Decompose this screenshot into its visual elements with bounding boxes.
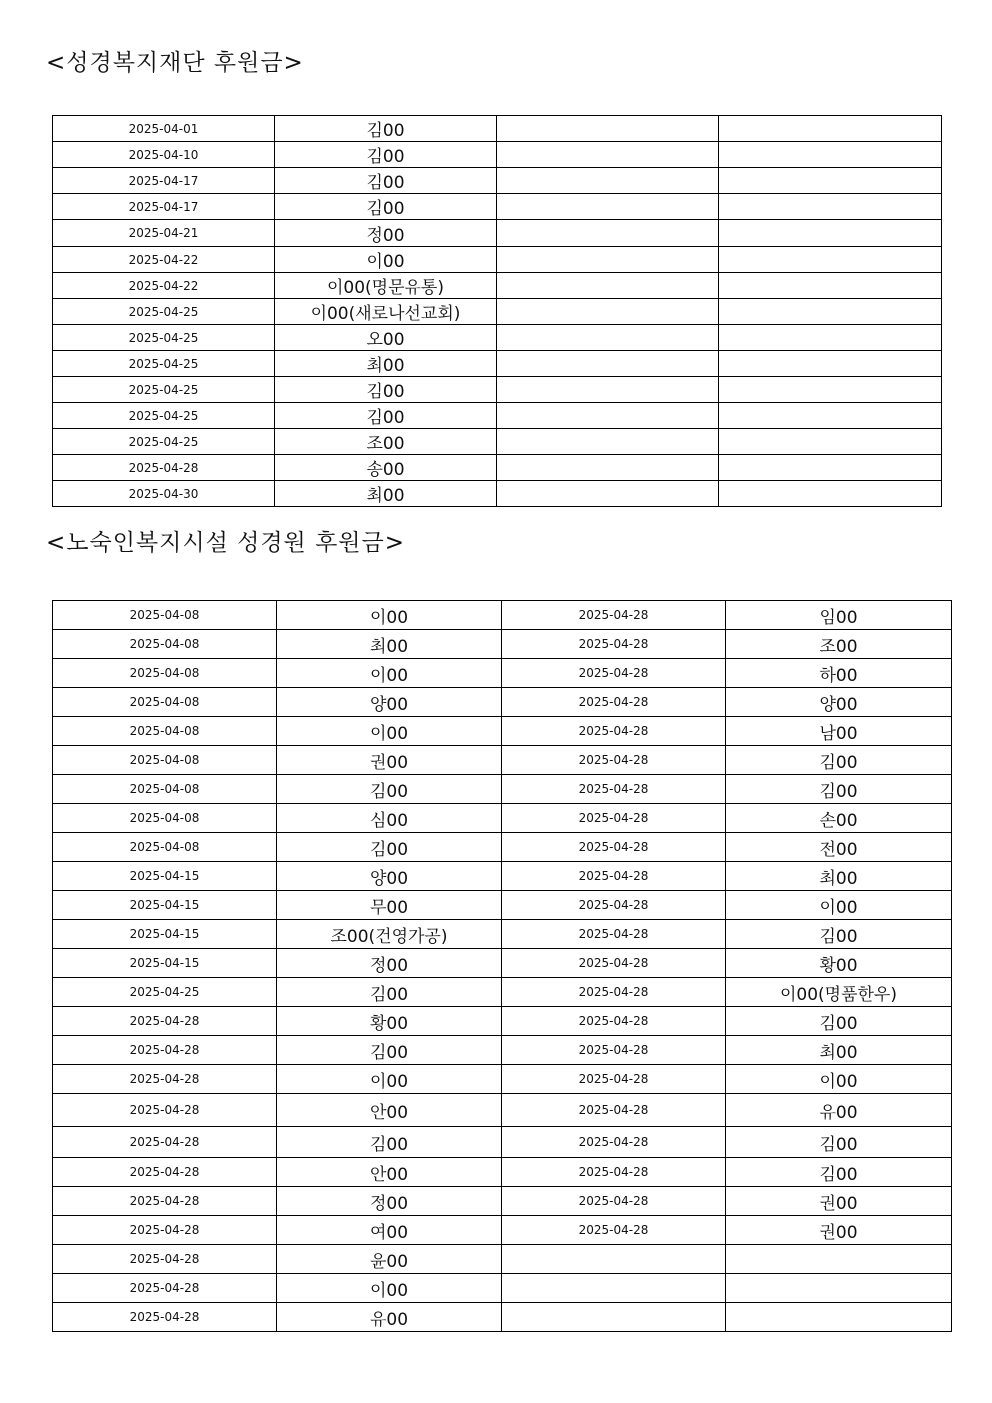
table-row: [53, 717, 952, 746]
donor-cell: [719, 325, 942, 351]
donor-cell: 조00(건영가공): [277, 920, 502, 949]
table-row: [53, 429, 942, 455]
donor-cell: 권00: [277, 746, 502, 775]
date-cell: 2025-04-28: [502, 1158, 726, 1187]
donor-cell: [719, 403, 942, 429]
donor-cell: 김00: [275, 403, 497, 429]
donor-cell: [726, 1274, 952, 1303]
date-cell: 2025-04-25: [53, 299, 275, 325]
date-cell: 2025-04-28: [502, 659, 726, 688]
table-row: [53, 1158, 952, 1187]
date-cell: 2025-04-17: [53, 194, 275, 220]
table-row: [53, 833, 952, 862]
donor-cell: 유00: [726, 1094, 952, 1127]
date-cell: 2025-04-17: [53, 168, 275, 194]
date-cell: [497, 403, 719, 429]
donor-cell: 이00: [277, 1065, 502, 1094]
donor-cell: 김00: [726, 1127, 952, 1158]
shelter-donation-table: [52, 600, 952, 1332]
date-cell: 2025-04-08: [53, 833, 277, 862]
table-row: [53, 862, 952, 891]
donor-cell: 김00: [275, 116, 497, 142]
date-cell: 2025-04-28: [502, 630, 726, 659]
donor-cell: 정00: [277, 949, 502, 978]
donor-cell: 최00: [275, 351, 497, 377]
date-cell: 2025-04-28: [53, 1007, 277, 1036]
donor-cell: 김00: [726, 1007, 952, 1036]
date-cell: 2025-04-28: [502, 775, 726, 804]
table-row: [53, 920, 952, 949]
date-cell: 2025-04-28: [53, 1036, 277, 1065]
donor-cell: 남00: [726, 717, 952, 746]
donor-cell: 김00: [275, 377, 497, 403]
date-cell: 2025-04-28: [502, 1187, 726, 1216]
table-row: [53, 688, 952, 717]
table-row: [53, 601, 952, 630]
donor-cell: 김00: [275, 194, 497, 220]
donor-cell: [719, 481, 942, 507]
date-cell: 2025-04-28: [502, 1065, 726, 1094]
donor-cell: 윤00: [277, 1245, 502, 1274]
donor-cell: 여00: [277, 1216, 502, 1245]
foundation-donation-table: [52, 115, 942, 507]
donor-cell: 조00: [275, 429, 497, 455]
date-cell: 2025-04-08: [53, 746, 277, 775]
table-row: [53, 325, 942, 351]
table-row: [53, 978, 952, 1007]
date-cell: [497, 142, 719, 168]
table-row: [53, 351, 942, 377]
donor-cell: 김00: [726, 920, 952, 949]
donor-cell: 송00: [275, 455, 497, 481]
date-cell: [497, 351, 719, 377]
date-cell: 2025-04-10: [53, 142, 275, 168]
table-row: [53, 1303, 952, 1332]
date-cell: 2025-04-28: [502, 601, 726, 630]
donor-cell: [719, 273, 942, 299]
donor-cell: [719, 377, 942, 403]
shelter-donation-heading: <노숙인복지시설 성경원 후원금>: [46, 530, 405, 556]
date-cell: [497, 299, 719, 325]
donor-cell: 김00: [277, 1127, 502, 1158]
donor-cell: 양00: [726, 688, 952, 717]
date-cell: 2025-04-08: [53, 775, 277, 804]
date-cell: 2025-04-28: [53, 1245, 277, 1274]
donor-cell: 김00: [726, 775, 952, 804]
table-row: [53, 1187, 952, 1216]
donor-cell: 권00: [726, 1216, 952, 1245]
table-row: [53, 804, 952, 833]
date-cell: 2025-04-28: [53, 1065, 277, 1094]
date-cell: 2025-04-28: [502, 717, 726, 746]
donor-cell: 정00: [275, 220, 497, 247]
table-row: [53, 775, 952, 804]
donor-cell: 양00: [277, 862, 502, 891]
date-cell: 2025-04-28: [53, 1158, 277, 1187]
donor-cell: 이00: [726, 891, 952, 920]
table-row: [53, 247, 942, 273]
date-cell: 2025-04-28: [53, 1274, 277, 1303]
date-cell: 2025-04-15: [53, 891, 277, 920]
donor-cell: [719, 299, 942, 325]
date-cell: 2025-04-30: [53, 481, 275, 507]
table-row: [53, 1007, 952, 1036]
date-cell: [497, 247, 719, 273]
table-row: [53, 220, 942, 247]
date-cell: 2025-04-15: [53, 920, 277, 949]
table-row: [53, 1127, 952, 1158]
date-cell: 2025-04-28: [53, 1303, 277, 1332]
donor-cell: 최00: [275, 481, 497, 507]
date-cell: 2025-04-28: [502, 949, 726, 978]
donor-cell: 손00: [726, 804, 952, 833]
donor-cell: 최00: [277, 630, 502, 659]
date-cell: 2025-04-08: [53, 630, 277, 659]
donor-cell: 김00: [277, 978, 502, 1007]
donor-cell: 김00: [277, 1036, 502, 1065]
foundation-donation-heading: <성경복지재단 후원금>: [46, 50, 304, 76]
date-cell: [502, 1303, 726, 1332]
date-cell: [502, 1245, 726, 1274]
donor-cell: 이00: [277, 601, 502, 630]
donor-cell: 최00: [726, 1036, 952, 1065]
date-cell: 2025-04-25: [53, 978, 277, 1007]
donor-cell: 김00: [275, 142, 497, 168]
donor-cell: 이00: [277, 717, 502, 746]
date-cell: 2025-04-28: [53, 455, 275, 481]
date-cell: 2025-04-28: [502, 1216, 726, 1245]
donor-cell: 무00: [277, 891, 502, 920]
date-cell: 2025-04-25: [53, 325, 275, 351]
table-row: [53, 891, 952, 920]
date-cell: 2025-04-28: [502, 891, 726, 920]
donor-cell: 김00: [275, 168, 497, 194]
donor-cell: [726, 1303, 952, 1332]
donor-cell: 이00(새로나선교회): [275, 299, 497, 325]
donor-cell: 김00: [726, 1158, 952, 1187]
date-cell: 2025-04-28: [502, 804, 726, 833]
donor-cell: 이00: [726, 1065, 952, 1094]
date-cell: 2025-04-08: [53, 659, 277, 688]
table-row: [53, 1274, 952, 1303]
donor-cell: 양00: [277, 688, 502, 717]
table-row: [53, 142, 942, 168]
table-row: [53, 1216, 952, 1245]
date-cell: 2025-04-28: [502, 1127, 726, 1158]
date-cell: [497, 429, 719, 455]
donor-cell: 권00: [726, 1187, 952, 1216]
date-cell: 2025-04-28: [502, 746, 726, 775]
donor-cell: 조00: [726, 630, 952, 659]
donor-cell: 이00(명문유통): [275, 273, 497, 299]
donor-cell: 김00: [726, 746, 952, 775]
date-cell: [497, 455, 719, 481]
table-row: [53, 630, 952, 659]
date-cell: 2025-04-15: [53, 862, 277, 891]
date-cell: 2025-04-22: [53, 273, 275, 299]
table-row: [53, 377, 942, 403]
donor-cell: 전00: [726, 833, 952, 862]
table-row: [53, 659, 952, 688]
date-cell: 2025-04-28: [502, 688, 726, 717]
date-cell: [497, 116, 719, 142]
donor-cell: 최00: [726, 862, 952, 891]
donor-cell: [719, 116, 942, 142]
donor-cell: [726, 1245, 952, 1274]
date-cell: [497, 377, 719, 403]
date-cell: 2025-04-28: [502, 1094, 726, 1127]
donor-cell: 황00: [726, 949, 952, 978]
table-row: [53, 746, 952, 775]
date-cell: 2025-04-08: [53, 804, 277, 833]
date-cell: 2025-04-28: [502, 1007, 726, 1036]
date-cell: [497, 220, 719, 247]
donor-cell: 유00: [277, 1303, 502, 1332]
date-cell: 2025-04-28: [53, 1127, 277, 1158]
date-cell: [497, 273, 719, 299]
date-cell: 2025-04-28: [53, 1216, 277, 1245]
date-cell: 2025-04-01: [53, 116, 275, 142]
donor-cell: [719, 142, 942, 168]
donor-cell: [719, 168, 942, 194]
donor-cell: [719, 247, 942, 273]
date-cell: 2025-04-28: [53, 1094, 277, 1127]
donor-cell: 하00: [726, 659, 952, 688]
donor-cell: 이00: [277, 1274, 502, 1303]
date-cell: 2025-04-28: [502, 833, 726, 862]
donor-cell: 오00: [275, 325, 497, 351]
donor-cell: [719, 429, 942, 455]
donor-cell: 임00: [726, 601, 952, 630]
donor-cell: 황00: [277, 1007, 502, 1036]
donor-cell: 안00: [277, 1158, 502, 1187]
donor-cell: 정00: [277, 1187, 502, 1216]
date-cell: 2025-04-25: [53, 351, 275, 377]
date-cell: 2025-04-25: [53, 377, 275, 403]
date-cell: 2025-04-28: [53, 1187, 277, 1216]
date-cell: [497, 325, 719, 351]
table-row: [53, 481, 942, 507]
donor-cell: [719, 220, 942, 247]
table-row: [53, 168, 942, 194]
date-cell: 2025-04-08: [53, 601, 277, 630]
table-row: [53, 1245, 952, 1274]
table-row: [53, 455, 942, 481]
date-cell: [497, 481, 719, 507]
date-cell: 2025-04-25: [53, 429, 275, 455]
date-cell: [502, 1274, 726, 1303]
date-cell: 2025-04-21: [53, 220, 275, 247]
date-cell: 2025-04-28: [502, 978, 726, 1007]
date-cell: [497, 194, 719, 220]
donor-cell: 김00: [277, 775, 502, 804]
date-cell: 2025-04-28: [502, 1036, 726, 1065]
date-cell: 2025-04-15: [53, 949, 277, 978]
table-row: [53, 403, 942, 429]
table-row: [53, 116, 942, 142]
donor-cell: 안00: [277, 1094, 502, 1127]
date-cell: 2025-04-28: [502, 920, 726, 949]
table-row: [53, 949, 952, 978]
date-cell: 2025-04-28: [502, 862, 726, 891]
table-row: [53, 273, 942, 299]
table-row: [53, 1094, 952, 1127]
donor-cell: 이00(명품한우): [726, 978, 952, 1007]
donor-cell: [719, 455, 942, 481]
donor-cell: [719, 194, 942, 220]
table-row: [53, 299, 942, 325]
date-cell: [497, 168, 719, 194]
donor-cell: 김00: [277, 833, 502, 862]
table-row: [53, 1036, 952, 1065]
donor-cell: 이00: [275, 247, 497, 273]
date-cell: 2025-04-25: [53, 403, 275, 429]
donor-cell: 이00: [277, 659, 502, 688]
date-cell: 2025-04-08: [53, 688, 277, 717]
table-row: [53, 194, 942, 220]
donor-cell: [719, 351, 942, 377]
date-cell: 2025-04-22: [53, 247, 275, 273]
date-cell: 2025-04-08: [53, 717, 277, 746]
donor-cell: 심00: [277, 804, 502, 833]
table-row: [53, 1065, 952, 1094]
